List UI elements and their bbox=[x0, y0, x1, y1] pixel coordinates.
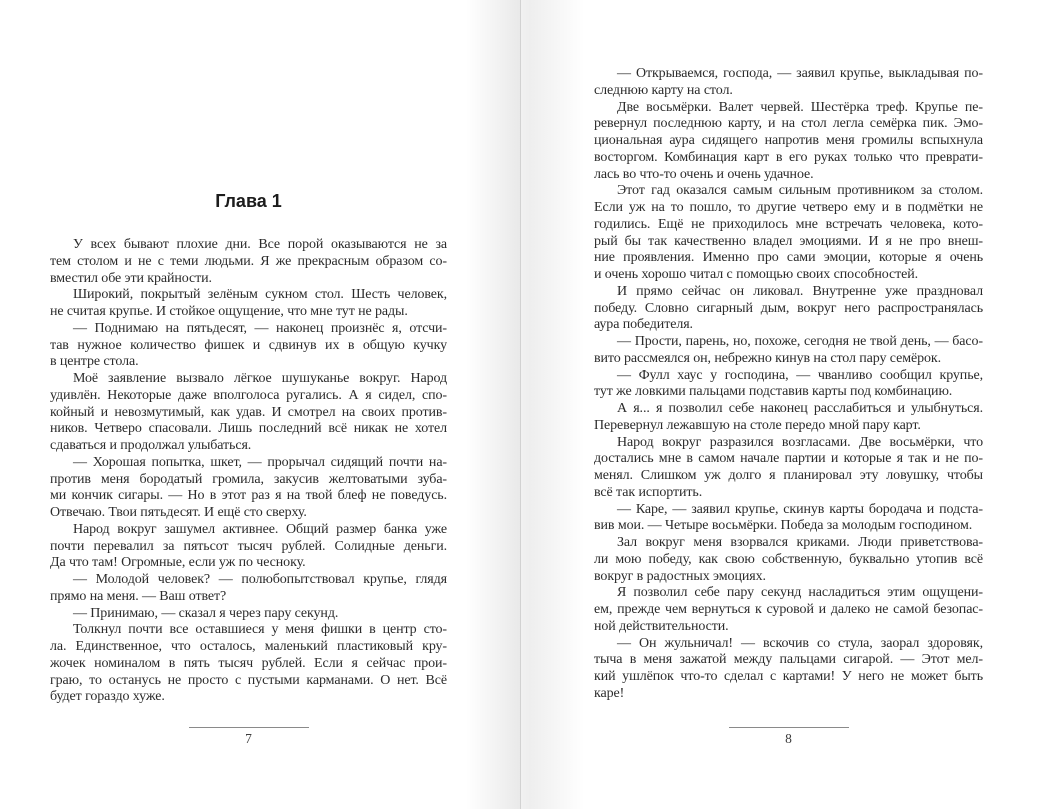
text-line: достались мне в самом начале партии и которые я так и не по- bbox=[594, 451, 983, 467]
paragraph bbox=[594, 183, 983, 284]
paragraph bbox=[50, 622, 447, 706]
paragraph bbox=[594, 585, 983, 635]
text-line: ми кончик сигары. — Но в этот раз я на твой блеф не поведусь. bbox=[50, 488, 447, 504]
text-line: против меня бородатый громила, закусив желтоватыми зуба- bbox=[50, 471, 447, 487]
text-line: рый бы так качественно владел эмоциями. И я не про внеш- bbox=[594, 233, 983, 249]
paragraph bbox=[50, 237, 447, 287]
text-line: не считая крупье. И стойкое ощущение, что мне тут не рады. bbox=[50, 304, 408, 319]
paragraph bbox=[594, 100, 983, 184]
text-line: жочек номиналом в пять тысяч рублей. Если я сейчас прои- bbox=[50, 655, 447, 671]
right-page bbox=[594, 0, 983, 809]
text-line: ников. Четверо спасовали. Лишь последний всё никак не хотел bbox=[50, 421, 447, 437]
left-page-text-block bbox=[50, 237, 447, 706]
text-line: Если уж на то пошло, то другие четверо ему и в подмётки не bbox=[594, 200, 983, 215]
text-line: койный и невозмутимый, как удав. И смотрел на своих против- bbox=[50, 404, 447, 420]
paragraph bbox=[594, 66, 983, 100]
text-line: вместил обе эти крайности. bbox=[50, 270, 212, 286]
text-line: ем, прежде чем вернуться к суровой и далеко не самой безопас- bbox=[594, 602, 983, 617]
text-line: Перевернул лежавшую на столе передо мной пару карт. bbox=[594, 417, 921, 433]
text-line: сдаваться и продолжал улыбаться. bbox=[50, 438, 252, 453]
left-page bbox=[50, 0, 447, 809]
text-line: Да что там! Огромные, если уж по чесноку. bbox=[50, 555, 306, 571]
text-line: Две восьмёрки. Валет червей. Шестёрка треф. Крупье пе- bbox=[617, 99, 983, 115]
text-line: А я... я позволил себе наконец расслабиться и улыбнуться. bbox=[617, 401, 983, 416]
text-line: аура победителя. bbox=[594, 317, 693, 333]
paragraph bbox=[50, 287, 447, 321]
text-line: тут же ловкими пальцами подставив карты под комбинацию. bbox=[594, 384, 953, 400]
text-line: лась во что-то очень и очень удачное. bbox=[594, 166, 814, 182]
paragraph bbox=[594, 284, 983, 334]
paragraph bbox=[594, 502, 983, 536]
text-line: ли мою победу, как свою собственную, буквально утопив всё bbox=[594, 551, 983, 567]
text-line: удивлён. Некоторые даже вполголоса ругались. А я сидел, спо- bbox=[50, 387, 447, 403]
text-line: Моё заявление вызвало лёгкое шушуканье вокруг. Народ bbox=[73, 371, 447, 386]
text-line: тем столом и не с теми людьми. Я же прекрасным образом со- bbox=[50, 253, 447, 269]
text-line: вив мои. — Четыре восьмёрки. Победа за молодым господином. bbox=[594, 518, 973, 534]
text-line: Отвечаю. Твои пятьдесят. И ещё сто сверху. bbox=[50, 505, 307, 520]
gutter-shadow-left bbox=[466, 0, 520, 809]
text-line: граю, то останусь не просто с пустыми карманами. О нет. Всё bbox=[50, 672, 447, 688]
text-line: Толкнул почти все оставшиеся у меня фишки в центр сто- bbox=[73, 622, 447, 638]
paragraph bbox=[594, 636, 983, 703]
paragraph bbox=[594, 334, 983, 368]
text-line: тав нужное количество фишек и сдвинув их в общую кучку bbox=[50, 337, 447, 353]
text-line: циональная аура сидящего напротив меня громилы вспыхнула bbox=[594, 133, 983, 148]
paragraph bbox=[50, 371, 447, 455]
text-line: — Прости, парень, но, похоже, сегодня не твой день, — басо- bbox=[617, 334, 983, 349]
text-line: Я позволил себе пару секунд насладиться этим ощущени- bbox=[617, 585, 983, 601]
text-line: тыча в меня зажатой между пальцами сигарой. — Этот мел- bbox=[594, 652, 983, 668]
paragraph bbox=[594, 435, 983, 502]
text-line: менял. Слишком уж долго я планировал эту ловушку, чтобы bbox=[594, 468, 983, 483]
text-line: Зал вокруг меня взорвался криками. Люди приветствова- bbox=[617, 535, 983, 550]
paragraph bbox=[50, 606, 447, 623]
text-line: — Молодой человек? — полюбопытствовал крупье, глядя bbox=[73, 572, 447, 587]
paragraph bbox=[594, 401, 983, 435]
text-line: в центре стола. bbox=[50, 354, 139, 370]
text-line: ной действительности. bbox=[594, 618, 729, 634]
gutter-shadow-right bbox=[521, 0, 585, 809]
text-line: всё так испортить. bbox=[594, 484, 703, 500]
text-line: ла. Единственное, что осталось, маленький пластиковый кру- bbox=[50, 639, 447, 654]
right-page-number: 8 bbox=[785, 731, 792, 746]
paragraph bbox=[50, 321, 447, 371]
text-line: будет гораздо хуже. bbox=[50, 689, 165, 705]
text-line: — Каре, — заявил крупье, скинув карты бородача и подста- bbox=[617, 501, 983, 517]
text-line: — Хорошая попытка, шкет, — прорычал сидящий почти на- bbox=[73, 454, 447, 470]
left-footer-rule bbox=[189, 727, 309, 728]
text-line: И прямо сейчас он ликовал. Внутренне уже праздновал bbox=[617, 283, 983, 299]
text-line: У всех бывают плохие дни. Все порой оказываются не за bbox=[73, 237, 447, 252]
paragraph bbox=[594, 368, 983, 402]
text-line: вито рассмеялся он, небрежно кинув на стол пару семёрок. bbox=[594, 350, 941, 366]
paragraph bbox=[50, 522, 447, 572]
paragraph bbox=[594, 535, 983, 585]
text-line: — Открываемся, господа, — заявил крупье, выкладывая по- bbox=[617, 66, 983, 81]
chapter-heading: Глава 1 bbox=[215, 191, 282, 211]
text-line: каре! bbox=[594, 685, 625, 701]
text-line: почти перевалил за пятьсот тысяч рублей. Солидные деньги. bbox=[50, 538, 447, 554]
text-line: Этот гад оказался самым сильным противником за столом. bbox=[617, 183, 983, 199]
text-line: — Поднимаю на пятьдесят, — наконец произнёс я, отсчи- bbox=[73, 320, 447, 336]
text-line: следнюю карту на стол. bbox=[594, 82, 733, 98]
text-line: Народ вокруг зашумел активнее. Общий размер банка уже bbox=[73, 521, 447, 537]
text-line: вокруг в радостных эмоциях. bbox=[594, 568, 766, 584]
text-line: Широкий, покрытый зелёным сукном стол. Шесть человек, bbox=[73, 287, 447, 303]
text-line: — Принимаю, — сказал я через пару секунд. bbox=[73, 605, 339, 621]
text-line: кий ушлёпок что-то сделал с картами! У него не может быть bbox=[594, 669, 983, 684]
text-line: ревернул последнюю карту, и на стол легла семёрка пик. Эмо- bbox=[594, 116, 983, 132]
left-page-number: 7 bbox=[245, 731, 252, 746]
paragraph bbox=[50, 572, 447, 606]
text-line: годились. Ещё не приходилось мне встречать человека, кото- bbox=[594, 216, 983, 232]
paragraph bbox=[50, 455, 447, 522]
text-line: и очень хорошо читал с помощью своих способностей. bbox=[594, 267, 919, 282]
right-page-text-block bbox=[594, 66, 983, 703]
text-line: восторгом. Комбинация карт в его руках только что преврати- bbox=[594, 149, 983, 165]
text-line: прямо на меня. — Ваш ответ? bbox=[50, 588, 227, 604]
text-line: — Фулл хаус у господина, — чванливо сообщил крупье, bbox=[617, 367, 983, 383]
text-line: победу. Словно сигарный дым, вокруг него распространялась bbox=[594, 300, 983, 316]
right-footer-rule bbox=[729, 727, 849, 728]
text-line: — Он жульничал! — вскочив со стула, заорал здоровяк, bbox=[617, 635, 983, 651]
text-line: Народ вокруг разразился возгласами. Две восьмёрки, что bbox=[617, 434, 983, 450]
text-line: ние проявления. Именно про сами эмоции, которые я очень bbox=[594, 250, 983, 266]
